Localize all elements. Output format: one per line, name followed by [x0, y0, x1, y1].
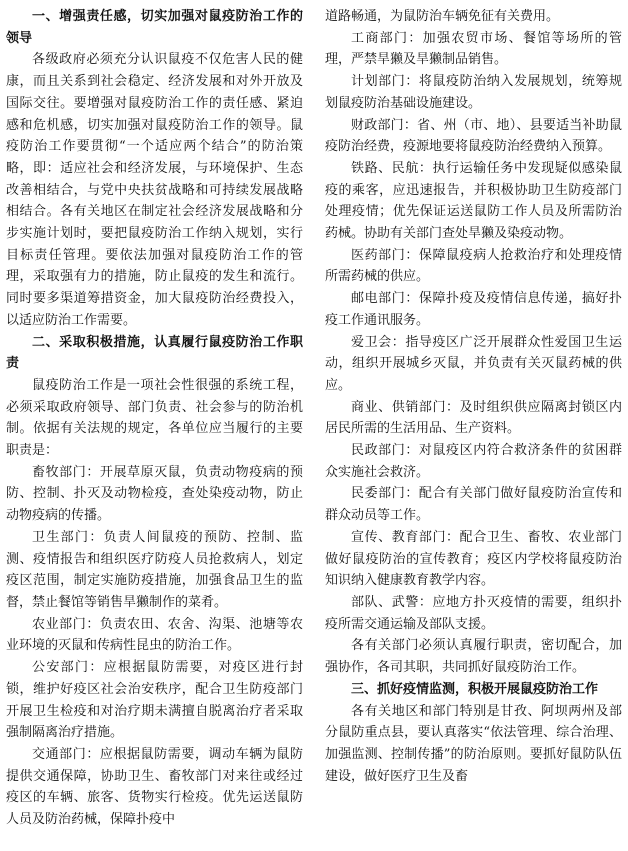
body-paragraph: 各有关地区和部门特别是甘孜、阿坝两州及部分鼠防重点县，要认真落实“依法管理、综合治理、加强监测、控制传播”的防治原则。要抓好鼠防队伍建设，做好医疗卫生及畜 [325, 703, 622, 784]
body-paragraph: 商业、供销部门：及时组织供应隔离封锁区内居民所需的生活用品、生产资料。 [325, 399, 622, 437]
right-column [325, 6, 622, 851]
body-paragraph: 部队、武警：应地方扑灭疫情的需要，组织扑疫所需交通运输及部队支援。 [325, 594, 622, 632]
body-paragraph: 民政部门：对鼠疫区内符合救济条件的贫困群众实施社会救济。 [325, 443, 622, 480]
body-paragraph: 工商部门：加强农贸市场、餐馆等场所的管理，严禁旱獭及旱獭制品销售。 [325, 30, 622, 68]
body-paragraph: 卫生部门：负责人间鼠疫的预防、控制、监测、疫情报告和组织医疗防疫人员抢救病人，划定疫区范围，制定实施防疫措施，加强食品卫生的监督，禁止餐馆等销售旱獭制作的菜肴。 [6, 529, 303, 610]
body-paragraph: 各有关部门必须认真履行职责，密切配合，加强协作，各司其职，共同抓好鼠疫防治工作。 [325, 638, 622, 676]
body-paragraph: 财政部门：省、州（市、地）、县要适当补助鼠疫防治经费，疫源地要将鼠疫防治经费纳入预算。 [325, 117, 622, 155]
body-paragraph: 宣传、教育部门：配合卫生、畜牧、农业部门做好鼠疫防治的宣传教育；疫区内学校将鼠疫防治知识纳入健康教育教学内容。 [325, 529, 622, 589]
body-paragraph: 医药部门：保障鼠疫病人抢救治疗和处理疫情所需药械的供应。 [325, 247, 622, 285]
body-paragraph: 公安部门：应根据鼠防需要，对疫区进行封锁，维护好疫区社会治安秩序，配合卫生防疫部门开展卫生检疫和对治疗期未满擅自脱离治疗者采取强制隔离治疗措施。 [6, 660, 303, 741]
left-column [6, 6, 303, 851]
section-heading: 一、增强责任感，切实加强对鼠疫防治工作的领导 [6, 9, 303, 46]
section-heading: 三、抓好疫情监测，积极开展鼠疫防治工作 [351, 681, 599, 697]
continued-paragraph: 道路畅通，为鼠防治车辆免征有关费用。 [325, 9, 560, 24]
body-paragraph: 民委部门：配合有关部门做好鼠疫防治宣传和群众动员等工作。 [325, 486, 622, 524]
section-heading: 二、采取积极措施，认真履行鼠疫防治工作职责 [6, 334, 303, 372]
body-paragraph: 各级政府必须充分认识鼠疫不仅危害人民的健康，而且关系到社会稳定、经济发展和对外开放及国际交往。要增强对鼠疫防治工作的责任感、紧迫感和危机感，切实加强对鼠疫防治工作的领导。鼠疫防治工作要贯彻“一个适应两个结合”的防治策略，即：适应社会和经济发展，与环境保护、生态改善相结合，与党中央扶贫战略和可持续发展战略相结合。各有关地区在制定社会经济发展战略和分步实施计划时，要把鼠疫防治工作纳入规划，实行目标责任管理。要依法加强对鼠疫防治工作的管理，采取强有力的措施，防止鼠疫的发生和流行。同时要多渠道筹措资金，加大鼠疫防治经费投入，以适应防治工作需要。 [6, 52, 303, 328]
body-paragraph: 铁路、民航：执行运输任务中发现疑似感染鼠疫的乘客，应迅速报告，并积极协助卫生防疫部门处理疫情；优先保证运送鼠防工作人员及所需防治药械。协助有关部门查处旱獭及染疫动物。 [325, 160, 622, 242]
body-paragraph: 爱卫会：指导疫区广泛开展群众性爱国卫生运动，组织开展城乡灭鼠，并负责有关灭鼠药械的供应。 [325, 334, 622, 393]
body-paragraph: 交通部门：应根据鼠防需要，调动车辆为鼠防提供交通保障，协助卫生、畜牧部门对来往或经过疫区的车辆、旅客、货物实行检疫。优先运送鼠防人员及防治药械，保障扑疫中 [6, 746, 303, 828]
body-paragraph: 邮电部门：保障扑疫及疫情信息传递，搞好扑疫工作通讯服务。 [325, 291, 622, 328]
body-paragraph: 计划部门：将鼠疫防治纳入发展规划，统筹规划鼠疫防治基础设施建设。 [325, 74, 622, 111]
body-paragraph: 畜牧部门：开展草原灭鼠，负责动物疫病的预防、控制、扑灭及动物检疫，查处染疫动物，防止动物疫病的传播。 [6, 464, 303, 524]
body-paragraph: 农业部门：负责农田、农舍、沟渠、池塘等农业环境的灭鼠和传病性昆虫的防治工作。 [6, 616, 303, 654]
body-paragraph: 鼠疫防治工作是一项社会性很强的系统工程，必须采取政府领导、部门负责、社会参与的防治机制。依据有关法规的规定，各单位应当履行的主要职责是： [6, 377, 303, 459]
